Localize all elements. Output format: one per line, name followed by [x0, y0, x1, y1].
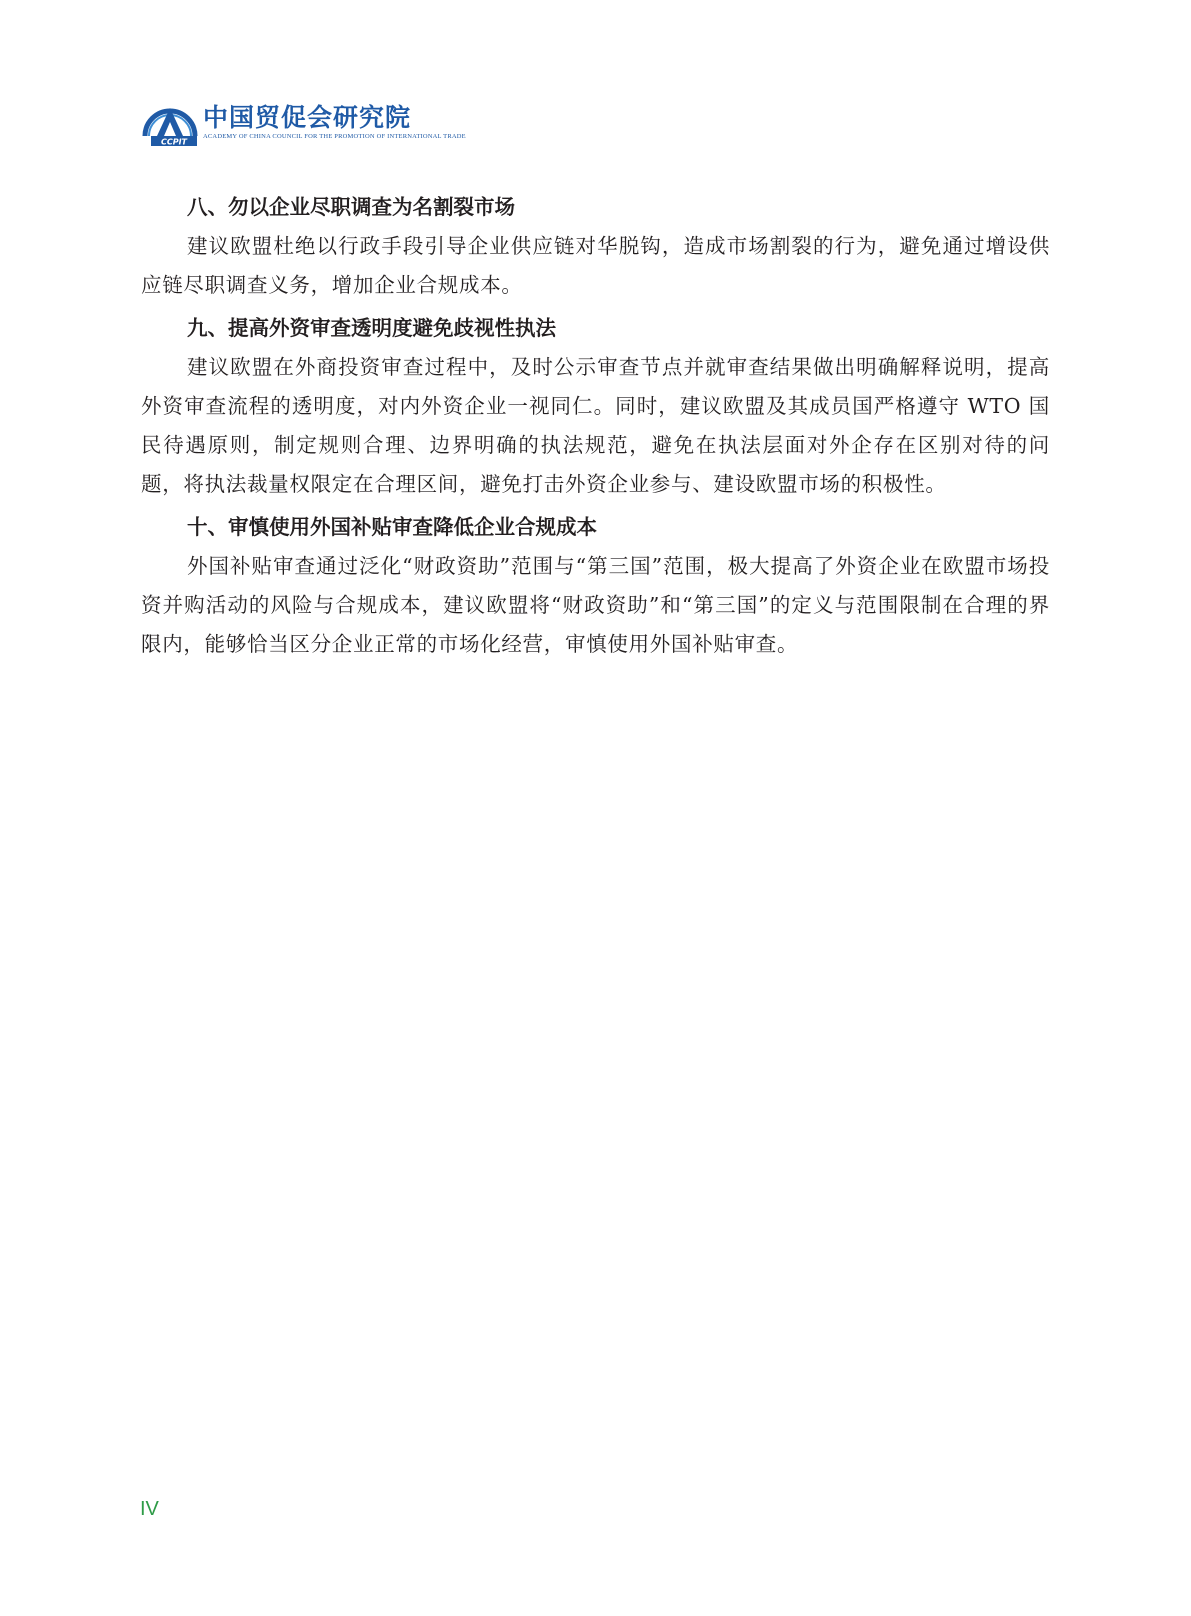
section-heading: 八、勿以企业尽职调查为名割裂市场 [187, 195, 515, 219]
page-number: IV [140, 1498, 159, 1520]
section-paragraph: 建议欧盟杜绝以行政手段引导企业供应链对华脱钩，造成市场割裂的行为，避免通过增设供应链尽职调查义务，增加企业合规成本。 [141, 234, 1050, 297]
logo-abbr: CCPIT [160, 137, 188, 147]
ccpit-logo-icon [141, 96, 199, 148]
section [141, 309, 1050, 504]
section [141, 508, 1050, 664]
section-heading: 九、提高外资审查透明度避免歧视性执法 [187, 316, 556, 340]
document-body [141, 188, 1050, 668]
section-heading: 十、审慎使用外国补贴审查降低企业合规成本 [187, 515, 597, 539]
organization-name: 中国贸促会研究院 [203, 102, 412, 132]
section-paragraph: 建议欧盟在外商投资审查过程中，及时公示审查节点并就审查结果做出明确解释说明，提高外资审查流程的透明度，对内外资企业一视同仁。同时，建议欧盟及其成员国严格遵守 WTO 国民待遇原则，制定规则合理、边界明确的执法规范，避免在执法层面对外企存在区别对待的问题，将执法裁量权限定在合理区间，避免打击外资企业参与、建设欧盟市场的积极性。 [141, 355, 1050, 496]
section-paragraph: 外国补贴审查通过泛化“财政资助”范围与“第三国”范围，极大提高了外资企业在欧盟市场投资并购活动的风险与合规成本，建议欧盟将“财政资助”和“第三国”的定义与范围限制在合理的界限内，能够恰当区分企业正常的市场化经营，审慎使用外国补贴审查。 [141, 554, 1050, 656]
report-header [141, 96, 466, 148]
section [141, 188, 1050, 305]
organization-name-en: ACADEMY OF CHINA COUNCIL FOR THE PROMOTION OF INTERNATIONAL TRADE [203, 132, 466, 140]
